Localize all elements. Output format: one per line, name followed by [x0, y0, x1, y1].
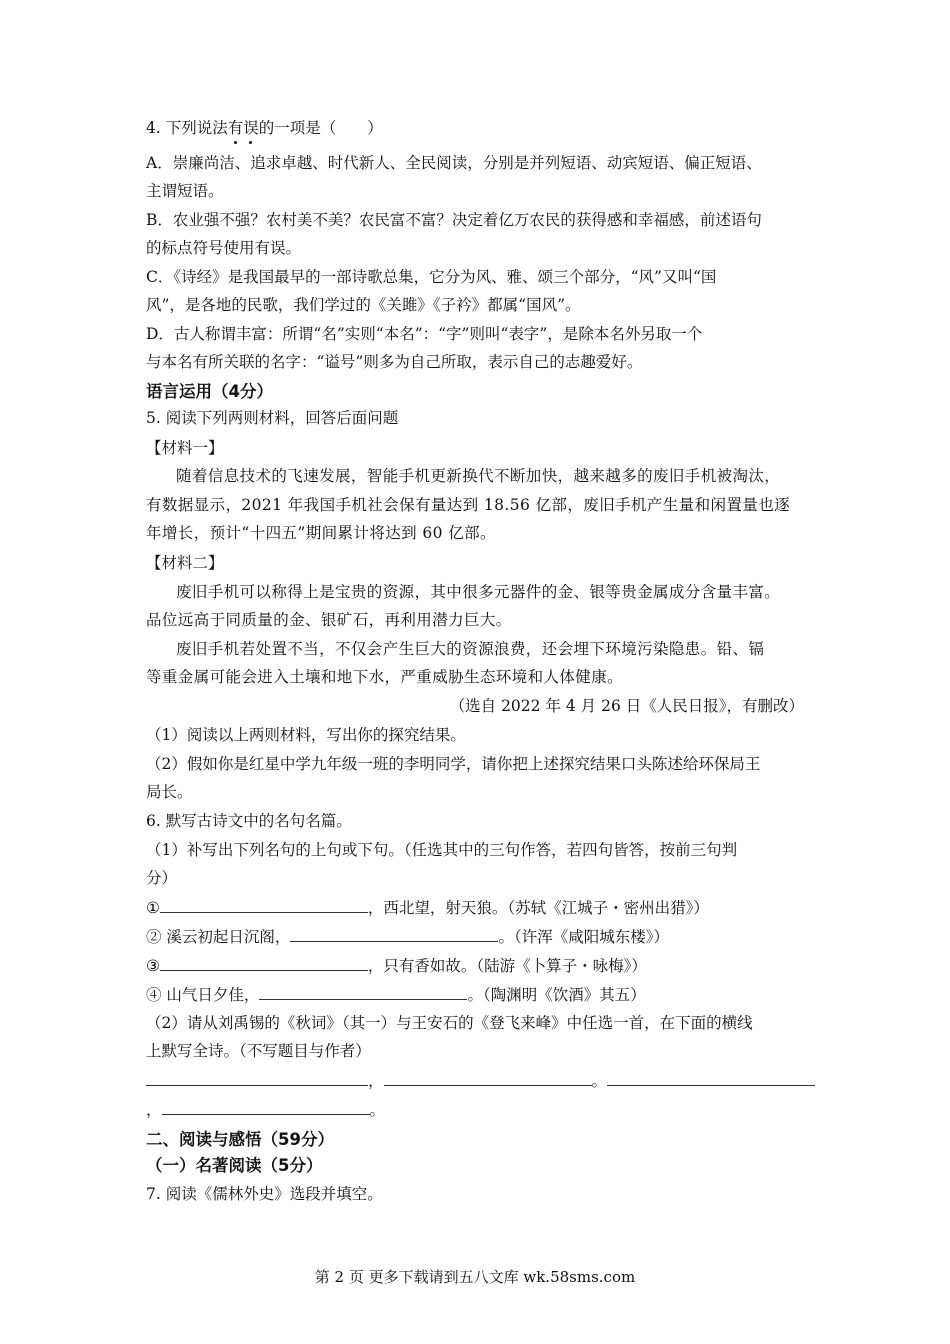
q5-stem: 5. 阅读下列两则材料，回答后面问题: [146, 409, 399, 427]
q6-item-3: ③ ，只有香如故。（陆游《卜算子・咏梅》）: [146, 957, 647, 975]
answer-blank[interactable]: [160, 897, 368, 913]
q4-option-d-cont: 与本名有所关联的名字：“谥号”则多为自己所取，表示自己的志趣爱好。: [146, 353, 643, 371]
q4-option-b-cont: 的标点符号使用有误。: [146, 239, 302, 257]
q6-poem-line: ， 。: [146, 1101, 386, 1119]
page-footer: 第 2 页 更多下载请到五八文库 wk.58sms.com: [314, 1268, 636, 1286]
q4-option-b: B．农业强不强？农村美不美？农民富不富？决定着亿万农民的获得感和幸福感，前述语句: [146, 211, 762, 229]
material-2-line: 废旧手机可以称得上是宝贵的资源，其中很多元器件的金、银等贵金属成分含量丰富。: [176, 583, 781, 601]
answer-blank[interactable]: [607, 1070, 815, 1086]
q4-option-c: C．《诗经》是我国最早的一部诗歌总集，它分为风、雅、颂三个部分，“风”又叫“国: [146, 268, 717, 286]
q7-stem: 7. 阅读《儒林外史》选段并填空。: [146, 1185, 383, 1203]
q4-stem: 4. 下列说法有误的一项是（ ）: [146, 119, 383, 137]
answer-blank[interactable]: [259, 984, 467, 1000]
material-1-title: 【材料一】: [146, 439, 224, 457]
q6-sub1: （1）补写出下列名句的上句或下句。（任选其中的三句作答，若四句皆答，按前三句判: [146, 841, 738, 859]
q6-sub2-cont: 上默写全诗。（不写题目与作者）: [146, 1042, 371, 1060]
q4-option-a-cont: 主谓短语。: [146, 182, 224, 200]
section-heading-language: 语言运用（4分）: [146, 382, 273, 401]
emphasis-dot-char: 有: [227, 119, 244, 137]
q6-item-1: ① ，西北望，射天狼。（苏轼《江城子・密州出猎》）: [146, 899, 709, 917]
subsection-heading-classics: （一）名著阅读（5分）: [146, 1156, 323, 1175]
q5-sub1: （1）阅读以上两则材料，写出你的探究结果。: [146, 726, 466, 744]
answer-blank[interactable]: [384, 1070, 592, 1086]
material-2-line: 废旧手机若处置不当，不仅会产生巨大的资源浪费，还会埋下环境污染隐患。铅、镉: [176, 640, 765, 658]
material-2-line: 等重金属可能会进入土壤和地下水，严重威胁生态环境和人体健康。: [146, 668, 624, 686]
section-heading-reading: 二、阅读与感悟（59分）: [146, 1130, 334, 1149]
q6-poem-line: ， 。: [146, 1070, 815, 1091]
q6-item-2: ② 溪云初起日沉阁， 。（许浑《咸阳城东楼》）: [146, 928, 669, 946]
q4-option-d: D．古人称谓丰富：所谓“名”实则“本名”：“字”则叫“表字”，是除本名外另取一个: [146, 325, 703, 343]
answer-blank[interactable]: [146, 1070, 368, 1086]
emphasis-dot-char: 误: [243, 119, 259, 137]
material-2-line: 品位远高于同质量的金、银矿石，再利用潜力巨大。: [146, 611, 512, 629]
material-1-line: 随着信息技术的飞速发展，智能手机更新换代不断加快，越来越多的废旧手机被淘汰，: [176, 467, 781, 485]
q5-sub2-cont: 局长。: [146, 783, 193, 801]
q6-stem: 6. 默写古诗文中的名句名篇。: [146, 812, 352, 830]
q4-option-a: A．崇廉尚洁、追求卓越、时代新人、全民阅读，分别是并列短语、动宾短语、偏正短语、: [146, 154, 762, 172]
answer-blank[interactable]: [160, 955, 368, 971]
material-1-line: 有数据显示，2021 年我国手机社会保有量达到 18.56 亿部，废旧手机产生量和闲置量也逐: [146, 496, 791, 514]
answer-blank[interactable]: [162, 1099, 370, 1115]
answer-blank[interactable]: [290, 926, 498, 942]
q6-sub2: （2）请从刘禹锡的《秋词》（其一）与王安石的《登飞来峰》中任选一首，在下面的横线: [146, 1014, 753, 1032]
q4-option-c-cont: 风”，是各地的民歌，我们学过的《关雎》《子衿》都属“国风”。: [146, 296, 581, 314]
q6-sub1-cont: 分）: [146, 869, 178, 887]
material-1-line: 年增长，预计“十四五”期间累计将达到 60 亿部。: [146, 524, 496, 542]
material-source: （选自 2022 年 4 月 26 日《人民日报》，有删改）: [449, 697, 804, 715]
q5-sub2: （2）假如你是红星中学九年级一班的李明同学，请你把上述探究结果口头陈述给环保局王: [146, 755, 761, 773]
material-2-title: 【材料二】: [146, 554, 224, 572]
q6-item-4: ④ 山气日夕佳， 。（陶渊明《饮酒》其五）: [146, 986, 646, 1004]
